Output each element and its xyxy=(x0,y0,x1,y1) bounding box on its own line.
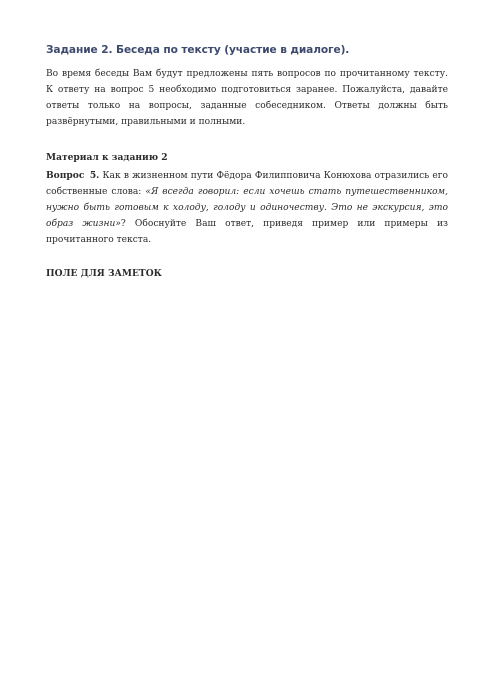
question-5 xyxy=(46,168,448,248)
notes-title: ПОЛЕ ДЛЯ ЗАМЕТОК xyxy=(46,268,162,279)
task-intro: Во время беседы Вам будут предложены пять вопросов по прочитанному тексту. К ответу на вопрос 5 необходимо подготовиться заранее. Пожалуйста, давайте ответы только на вопросы, заданные собеседником. Ответы должны быть развёрнутыми, правильными и полными. xyxy=(46,69,448,127)
page-content xyxy=(46,43,448,282)
question-text-before: Как в жизненном пути Фёдора Филипповича Конюхова отразились его собственные слова: xyxy=(46,171,448,197)
material-title: Материал к заданию 2 xyxy=(46,152,168,163)
task-title: Задание 2. Беседа по тексту (участие в диалоге). xyxy=(46,44,350,56)
question-label: Вопрос 5. xyxy=(46,170,100,181)
question-text-after: ? Обоснуйте Ваш ответ, приведя пример или примеры из прочитанного текста. xyxy=(46,219,449,245)
question-quote: «Я всегда говорил: если хочешь стать путешественником, нужно быть готовым к холоду, голоду и одиночеству. Это не экскурсия, это образ жизни» xyxy=(46,187,448,229)
